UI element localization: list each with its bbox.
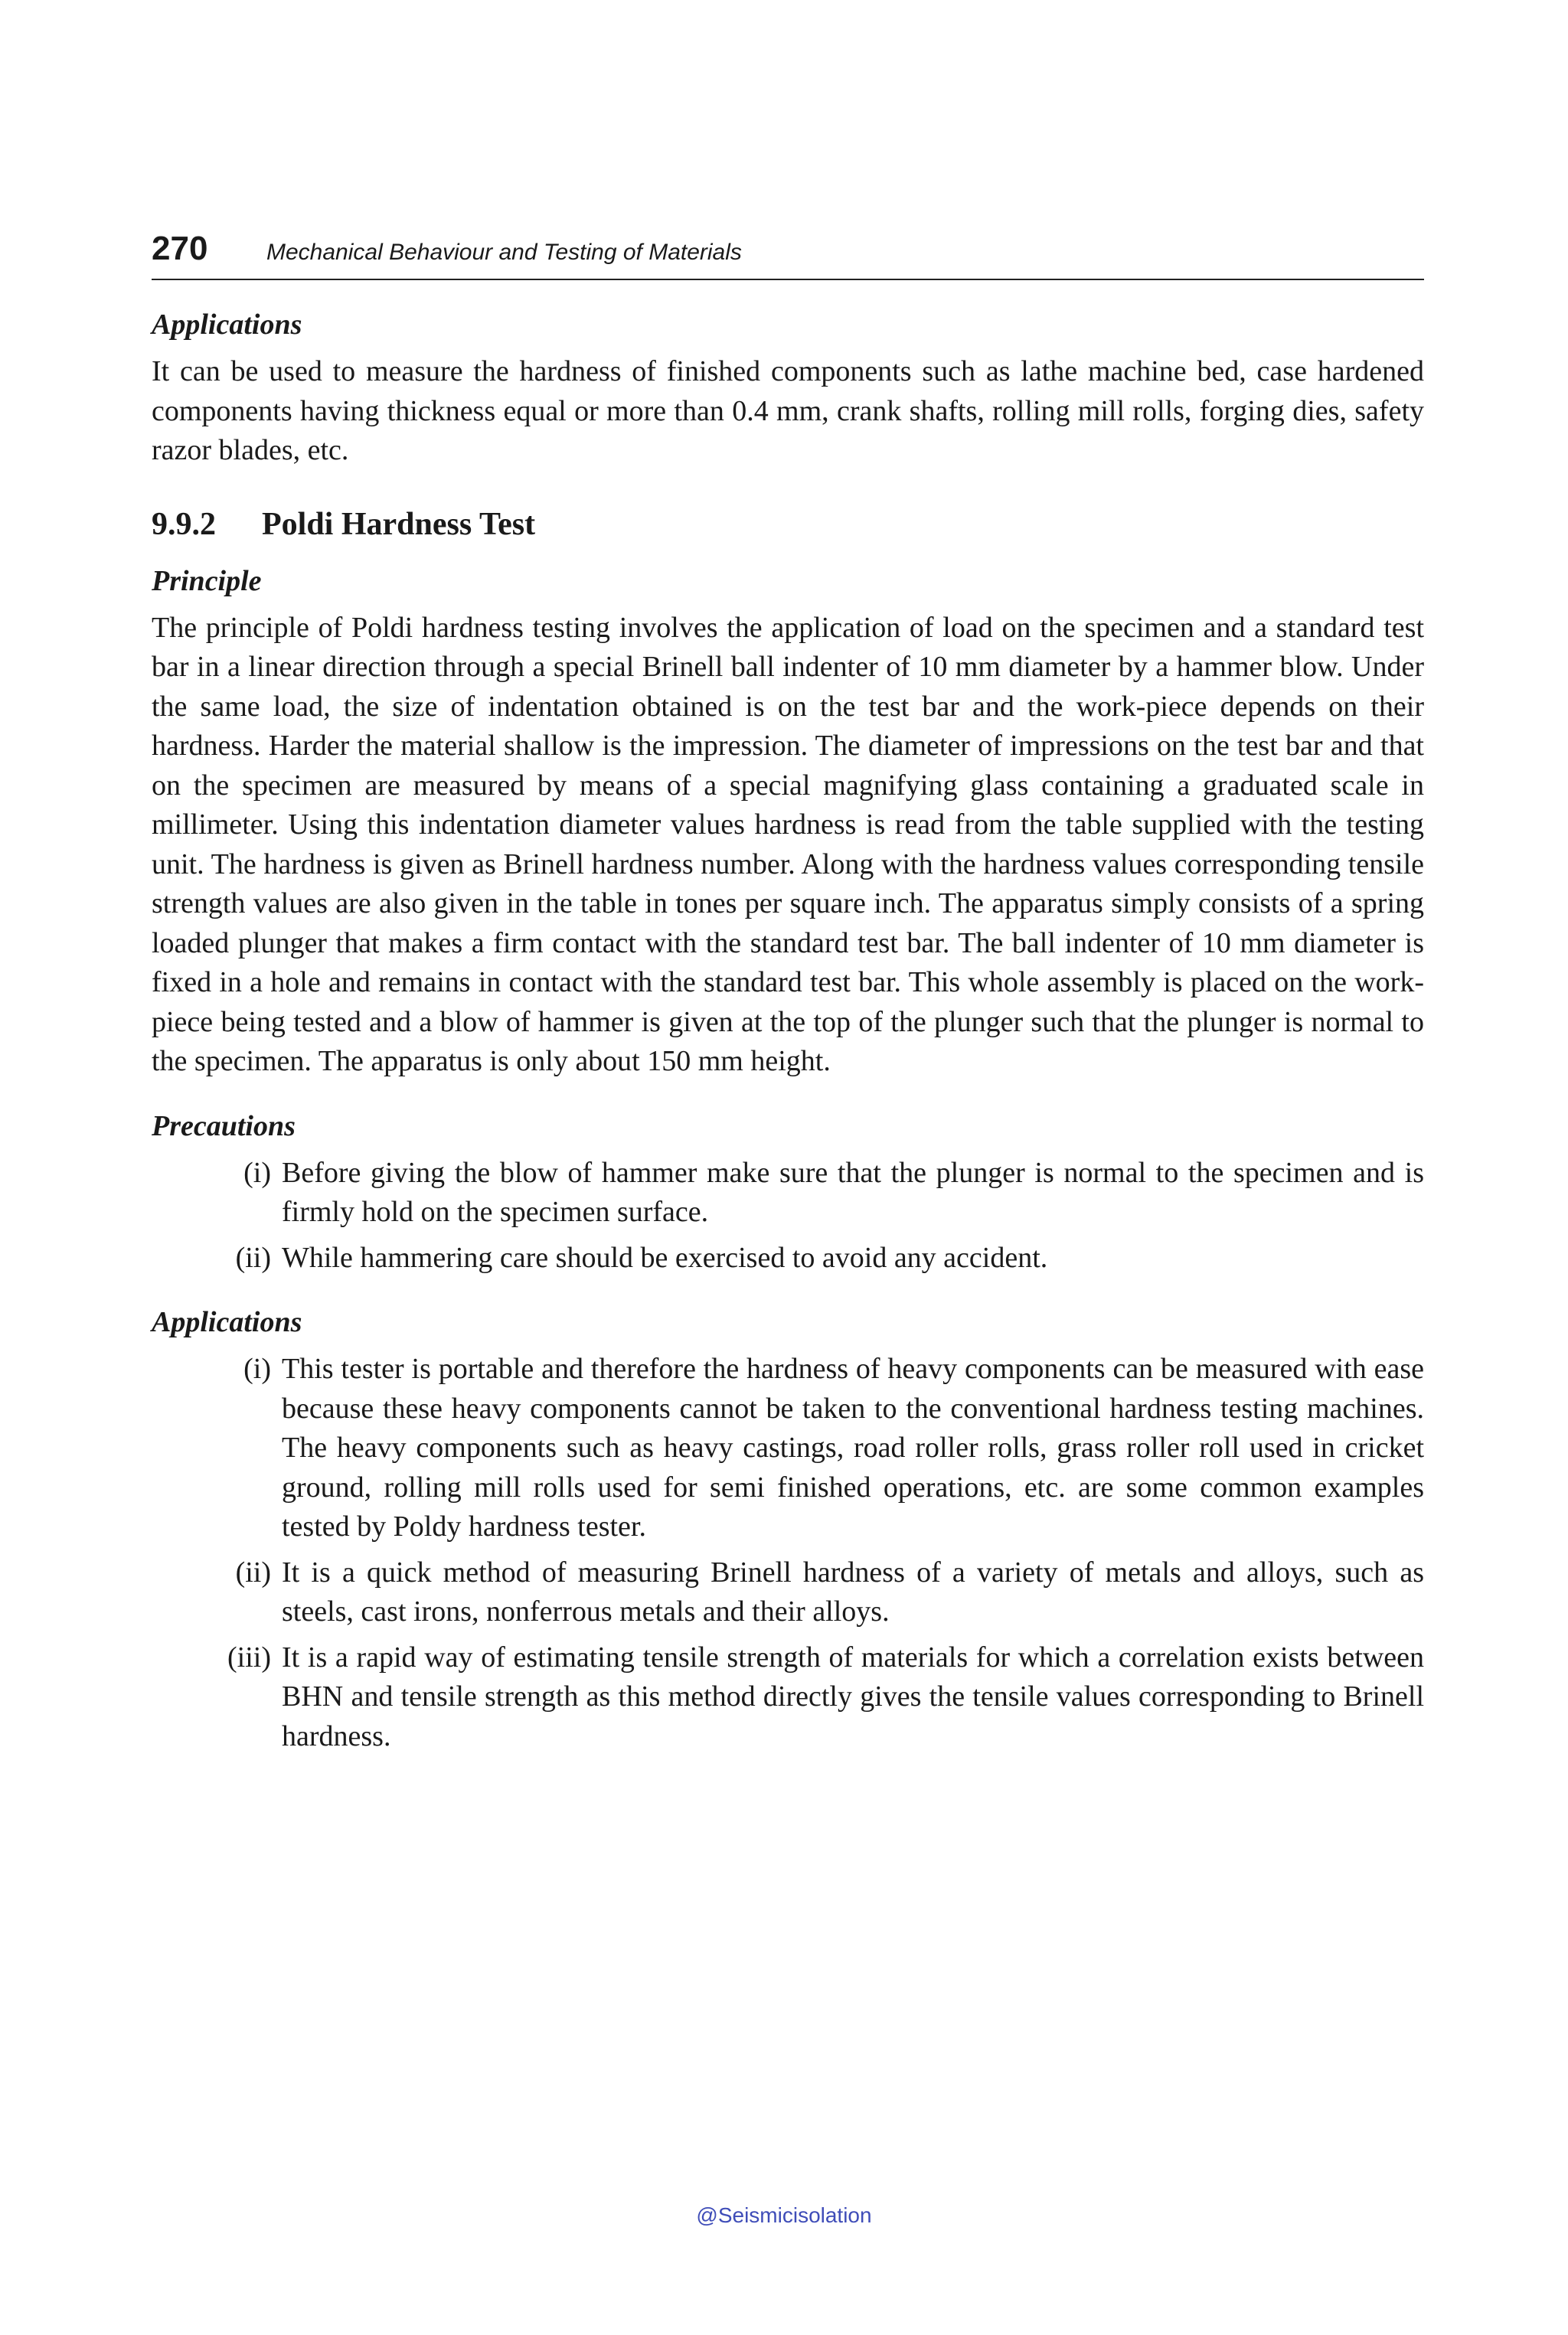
section-number: 9.9.2 (152, 506, 216, 542)
principle-paragraph: The principle of Poldi hardness testing involves the application of load on the specimen and a standard test bar in a linear direction through a special Brinell ball indenter of 10 mm diameter by a hammer blow. Under the same load, the size of indentation obtained is on the test bar and the work-piece depends on their hardness. Harder the material shallow is the impression. The diameter of impressions on the test bar and that on the specimen are measured by means of a special magnifying glass containing a graduated scale in millimeter. Using this indentation diameter values hardness is read from the table supplied with the testing unit. The hardness is given as Brinell hardness number. Along with the hardness values corresponding tensile strength values are also given in the table in tones per square inch. The apparatus simply consists of a spring loaded plunger that makes a firm contact with the standard test bar. The ball indenter of 10 mm diameter is fixed in a hole and remains in contact with the standard test bar. This whole assembly is placed on the work-piece being tested and a blow of hammer is given at the top of the plunger such that the plunger is normal to the specimen. The apparatus is only about 150 mm height. (152, 611, 1424, 1077)
principle-heading: Principle (152, 564, 262, 597)
applications-prev-heading: Applications (152, 309, 302, 341)
page-content (152, 230, 1424, 1762)
running-head (152, 230, 1424, 280)
list-item-text: It is a quick method of measuring Brinell hardness of a variety of metals and alloys, such as steels, cast irons, nonferrous metals and their alloys. (282, 1556, 1424, 1628)
page-number: 270 (152, 230, 208, 267)
section-heading (152, 506, 1424, 543)
list-item (152, 1638, 1424, 1757)
list-item (152, 1239, 1424, 1279)
list-item (152, 1154, 1424, 1233)
list-marker: (ii) (235, 1241, 271, 1274)
list-marker: (ii) (235, 1556, 271, 1589)
list-item-text: It is a rapid way of estimating tensile strength of materials for which a correlation exists between BHN and tensile strength as this method directly gives the tensile values corresponding to Brinell hardness. (282, 1641, 1424, 1752)
section-title: Poldi Hardness Test (262, 506, 536, 542)
list-item (152, 1553, 1424, 1632)
list-marker: (i) (243, 1353, 271, 1385)
applications-prev-paragraph: It can be used to measure the hardness of finished components such as lathe machine bed, case hardened components having thickness equal or more than 0.4 mm, crank shafts, rolling mill rolls, forging dies, safety razor blades, etc. (152, 355, 1424, 466)
precautions-list (152, 1154, 1424, 1279)
watermark: @Seismicisolation (696, 2203, 872, 2227)
list-item (152, 1350, 1424, 1547)
applications-list (152, 1350, 1424, 1756)
book-title: Mechanical Behaviour and Testing of Materials (266, 240, 742, 265)
list-item-text: This tester is portable and therefore the hardness of heavy components can be measured with ease because these heavy components cannot be taken to the conventional hardness testing machines. The heavy components such as heavy castings, road roller rolls, grass roller roll used in cricket ground, rolling mill rolls used for semi finished operations, etc. are some common examples tested by Poldy hardness tester. (282, 1353, 1424, 1543)
list-marker: (i) (243, 1156, 271, 1189)
precautions-heading: Precautions (152, 1109, 296, 1142)
list-item-text: Before giving the blow of hammer make sure that the plunger is normal to the specimen and is firmly hold on the specimen surface. (282, 1156, 1424, 1228)
list-item-text: While hammering care should be exercised to avoid any accident. (282, 1241, 1048, 1274)
list-marker: (iii) (227, 1641, 271, 1674)
applications-heading: Applications (152, 1306, 302, 1338)
